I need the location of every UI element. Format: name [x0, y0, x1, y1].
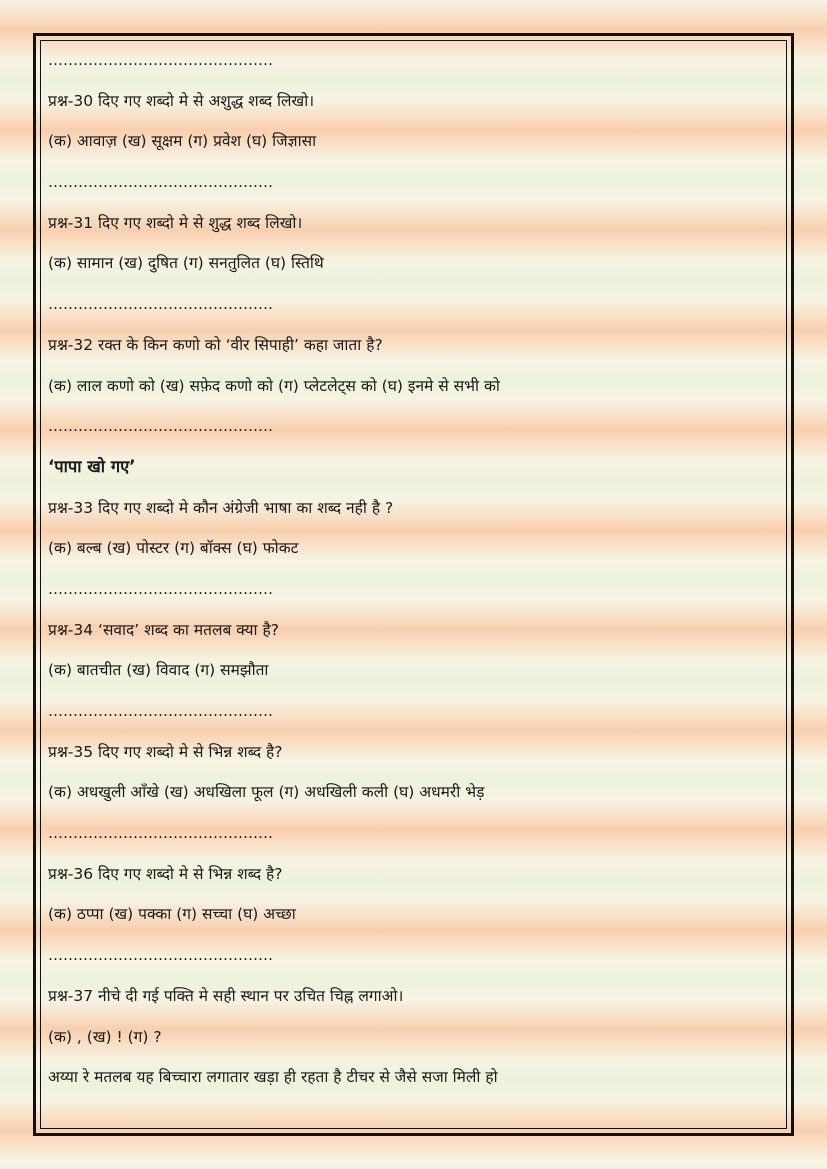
question-31: प्रश्न-31 दिए गए शब्दो मे से शुद्ध शब्द लिखो। [48, 213, 303, 232]
question-30: प्रश्न-30 दिए गए शब्दो मे से अशुद्ध शब्द लिखो। [48, 91, 315, 110]
question-37: प्रश्न-37 नीचे दी गई पक्ति मे सही स्थान पर उचित चिह्न लगाओ। [48, 986, 404, 1005]
options-36: (क) ठप्पा (ख) पक्का (ग) सच्चा (घ) अच्छा [48, 905, 296, 924]
question-32: प्रश्न-32 रक्त के किन कणो को ‘वीर सिपाही’ कहा जाता है? [48, 335, 383, 354]
answer-blank: ……………………………………… [48, 824, 273, 843]
answer-blank: ……………………………………… [48, 702, 273, 720]
answer-blank: ……………………………………… [48, 173, 273, 192]
question-35: प्रश्न-35 दिए गए शब्दो मे से भिन्न शब्द है? [48, 742, 283, 761]
options-35: (क) अधखुली आँखे (ख) अधखिला फूल (ग) अधखिली कली (घ) अधमरी भेड़ [48, 783, 485, 802]
options-31: (क) सामान (ख) दुषित (ग) सनतुलित (घ) स्तिथि [48, 254, 324, 273]
section-heading: ‘पापा खो गए’ [48, 456, 136, 476]
question-33: प्रश्न-33 दिए गए शब्दो मे कौन अंग्रेजी भाषा का शब्द नही है ? [48, 498, 394, 517]
question-36: प्रश्न-36 दिए गए शब्दो मे से भिन्न शब्द है? [48, 864, 283, 883]
options-32: (क) लाल कणो को (ख) सफ़ेद कणो को (ग) प्लेटलेट्स को (घ) इनमे से सभी को [48, 376, 500, 395]
options-30: (क) आवाज़ (ख) सूक्षम (ग) प्रवेश (घ) जिज्ञासा [48, 132, 317, 151]
worksheet-content [48, 40, 778, 1098]
options-34: (क) बातचीत (ख) विवाद (ग) समझौता [48, 661, 269, 680]
options-37: (क) , (ख) ! (ग) ? [48, 1027, 162, 1046]
answer-blank: ……………………………………… [48, 579, 273, 598]
answer-blank: ……………………………………… [48, 51, 273, 69]
question-34: प्रश्न-34 ‘सवाद’ शब्द का मतलब क्या है? [48, 620, 279, 639]
answer-blank: ……………………………………… [48, 295, 273, 314]
answer-blank: ……………………………………… [48, 417, 273, 436]
answer-blank: ……………………………………… [48, 946, 273, 965]
punctuation-sentence: अय्या रे मतलब यह बिच्चारा लगातार खड़ा ही रहता है टीचर से जैसे सजा मिली हो [48, 1068, 498, 1087]
options-33: (क) बल्ब (ख) पोस्टर (ग) बॉक्स (घ) फोकट [48, 539, 299, 558]
